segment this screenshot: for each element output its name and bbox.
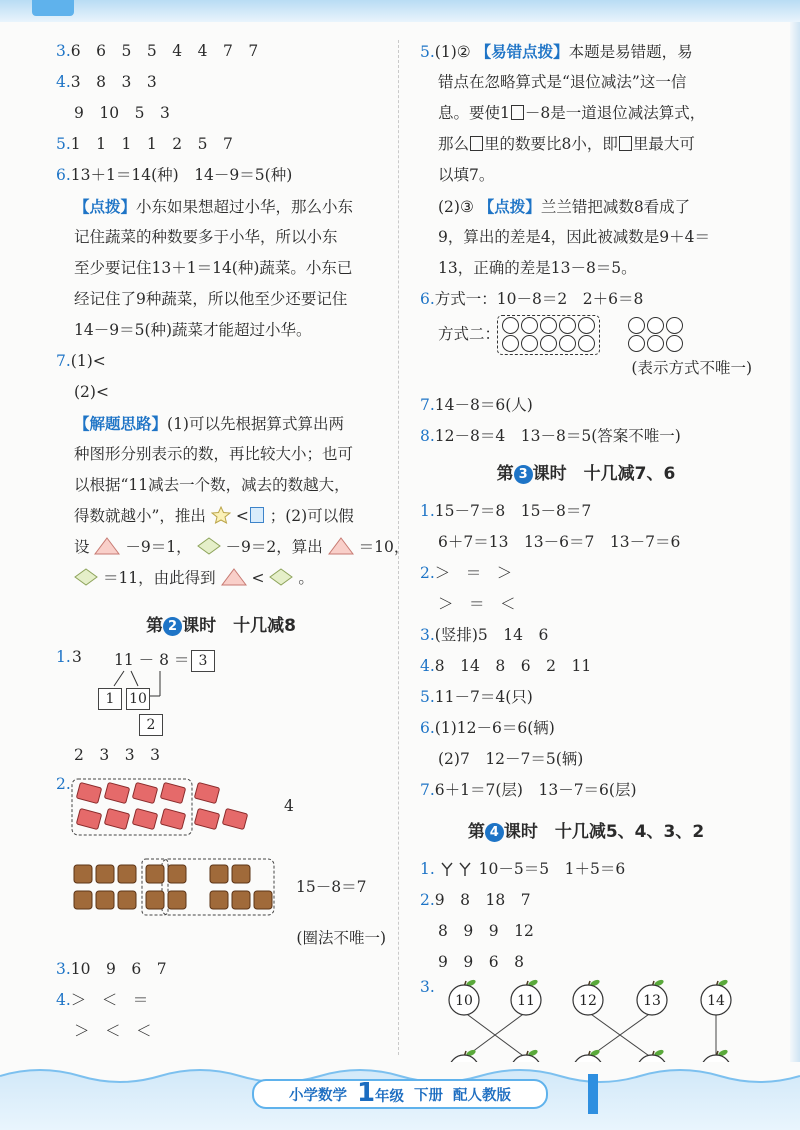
blank-box-icon [470,136,483,151]
answer-l3-7: 7.6＋1＝7(层) 13－7＝6(层) [420,781,637,799]
lesson-4-title: 第 4 课时 十几减5、4、3、2 [467,822,705,842]
answer-l4-line2: 9 10 5 3 [74,104,170,122]
diamond-icon [269,568,293,586]
answer-l6: 6.13＋1＝14(种) 14－9＝5(种) [56,166,293,184]
left-column [56,36,410,1047]
lesson-2-title: 第 2 课时 十几减8 [146,616,296,636]
apple-top [701,979,731,1015]
apple-label: 10 [455,993,473,1009]
answer-l4-3: 3. 10 11 12 13 14 [420,978,752,1090]
note-r6: (表示方式不唯一) [631,359,752,377]
apple-top [637,979,667,1015]
answer-l3-6: 6.(1)12－6＝6(辆) [420,719,555,737]
solution-l7-line: 设 －9＝1， －9＝2，算出 ＝10， [74,538,410,556]
solution-l7-line: ＝11，由此得到 < 。 [56,563,386,594]
apple-label: 12 [579,993,597,1009]
fork-check-icon [440,861,474,877]
hint-r5b-line: 9，算出的差是4，因此被减数是9＋4＝ [438,228,710,246]
answer-l2-4-line2: ＞ ＜ ＜ [74,1022,152,1040]
answer-r5-part2: (2)③ 【点拨】兰兰错把减数8看成了 [438,197,691,216]
blank-box-icon [511,105,524,120]
answer-l2-2: 2. 4 15－8＝7 [56,775,386,923]
apple-label: 13 [643,993,661,1009]
solution-l7-line: 以根据“11减去一个数，减去的数越大， [74,476,350,494]
split-box: 10 [126,688,150,710]
apple-label: 14 [707,993,725,1009]
result-box: 2 [139,714,163,736]
split-box: 1 [98,688,122,710]
apple-label: 11 [517,993,535,1009]
answer-l2-1: 1. 3 11 － 8 ＝ 3 1 10 2 [56,648,386,740]
answer-l5: 5.1 1 1 1 2 5 7 [56,135,233,153]
diamond-icon [74,568,98,586]
answer-box: 3 [191,650,215,672]
answer-l7-part2: (2)< [74,383,109,401]
hint-r5-line: 那么 里的数要比8小，即 里最大可 [438,135,695,153]
hint-l6: 【点拨】小东如果想超过小华，那么小东 [74,197,354,216]
hint-r5-line: 错点在忽略算式是“退位减法”这一信 [438,73,687,91]
answer-l2-1-line2: 2 3 3 3 [74,746,160,764]
triangle-icon [221,568,247,586]
triangle-icon [94,537,120,555]
blank-box-icon [619,136,632,151]
answer-l4-2-line3: 9 9 6 8 [438,953,524,971]
answer-r6: 6.方式一：10－8＝2 2＋6＝8 [420,290,644,308]
book-label: 小学数学 1年级 下册 配人教版 [252,1079,548,1109]
square-icon [250,507,264,523]
answer-r7: 7.14－8＝6(人) [420,396,533,414]
lesson-3-title: 第 3 课时 十几减7、6 [496,464,676,484]
answer-l3-4: 4.8 14 8 6 2 11 [420,657,592,675]
note-l2-2: (圈法不唯一) [296,929,386,947]
apple-top [511,979,541,1015]
answer-l3-5: 5.11－7＝4(只) [420,688,533,706]
hint-l6-line: 14－9＝5(种)蔬菜才能超过小华。 [74,321,312,339]
top-banner [0,0,800,22]
hint-r5-line: 息。要使1 －8是一道退位减法算式， [438,104,706,122]
solution-l7-line: 种图形分别表示的数，再比较大小；也可 [74,445,354,463]
answer-l3-1-line2: 6＋7＝13 13－6＝7 13－7＝6 [438,533,681,551]
answer-l3-1: 1.15－7＝8 15－8＝7 [420,502,592,520]
top-tab [32,0,74,16]
ten-group [497,315,600,355]
answer-l2-4: 4.＞ ＜ ＝ [56,991,149,1009]
diamond-icon [197,537,221,555]
answer-l4-2-line2: 8 9 9 12 [438,922,534,940]
answer-l3: 3.6 6 5 5 4 4 7 7 [56,42,259,60]
answer-l3-2-line2: ＞ ＝ ＜ [438,595,516,613]
answer-r5: 5.(1)② 【易错点拨】本题是易错题，易 [420,42,693,61]
page-tab [588,1074,598,1114]
answer-l3-2: 2.＞ ＝ ＞ [420,564,513,582]
triangle-icon [328,537,354,555]
answer-r6-method2: 方式二： [420,315,752,353]
hint-r5b-line: 13，正确的差是13－8＝5。 [438,259,637,277]
answer-l4-2: 2.9 8 18 7 [420,891,531,909]
hint-l6-line: 记住蔬菜的种数要多于小华，所以小东 [74,228,338,246]
page-edge [790,22,800,1062]
star-icon [211,506,231,524]
answer-l3-3: 3.(竖排)5 14 6 [420,626,549,644]
hint-r5-line: 以填7。 [438,166,495,184]
answer-l4-1: 1. 10－5＝5 1＋5＝6 [420,860,626,878]
hint-l6-line: 至少要记住13＋1＝14(种)蔬菜。小东已 [74,259,353,277]
right-column [420,36,752,1090]
solution-l7-line: 得数就越小”，推出 < ；(2)可以假 [74,507,354,525]
circle-group [627,317,684,353]
solution-l7: 【解题思路】(1)可以先根据算式算出两 [74,414,344,433]
apple-top [573,979,603,1015]
answer-l3-6-line2: (2)7 12－7＝5(辆) [438,750,584,768]
footer-band [0,1062,800,1130]
answer-l4: 4.3 8 3 3 [56,73,157,91]
answer-l2-3: 3.10 9 6 7 [56,960,167,978]
apple-top [449,979,479,1015]
circled-objects [70,777,290,919]
answer-r8: 8.12－8＝4 13－8＝5(答案不唯一) [420,427,681,445]
answer-l7: 7.(1)< [56,352,106,370]
hint-l6-line: 经记住了9种蔬菜，所以他至少还要记住 [74,290,348,308]
